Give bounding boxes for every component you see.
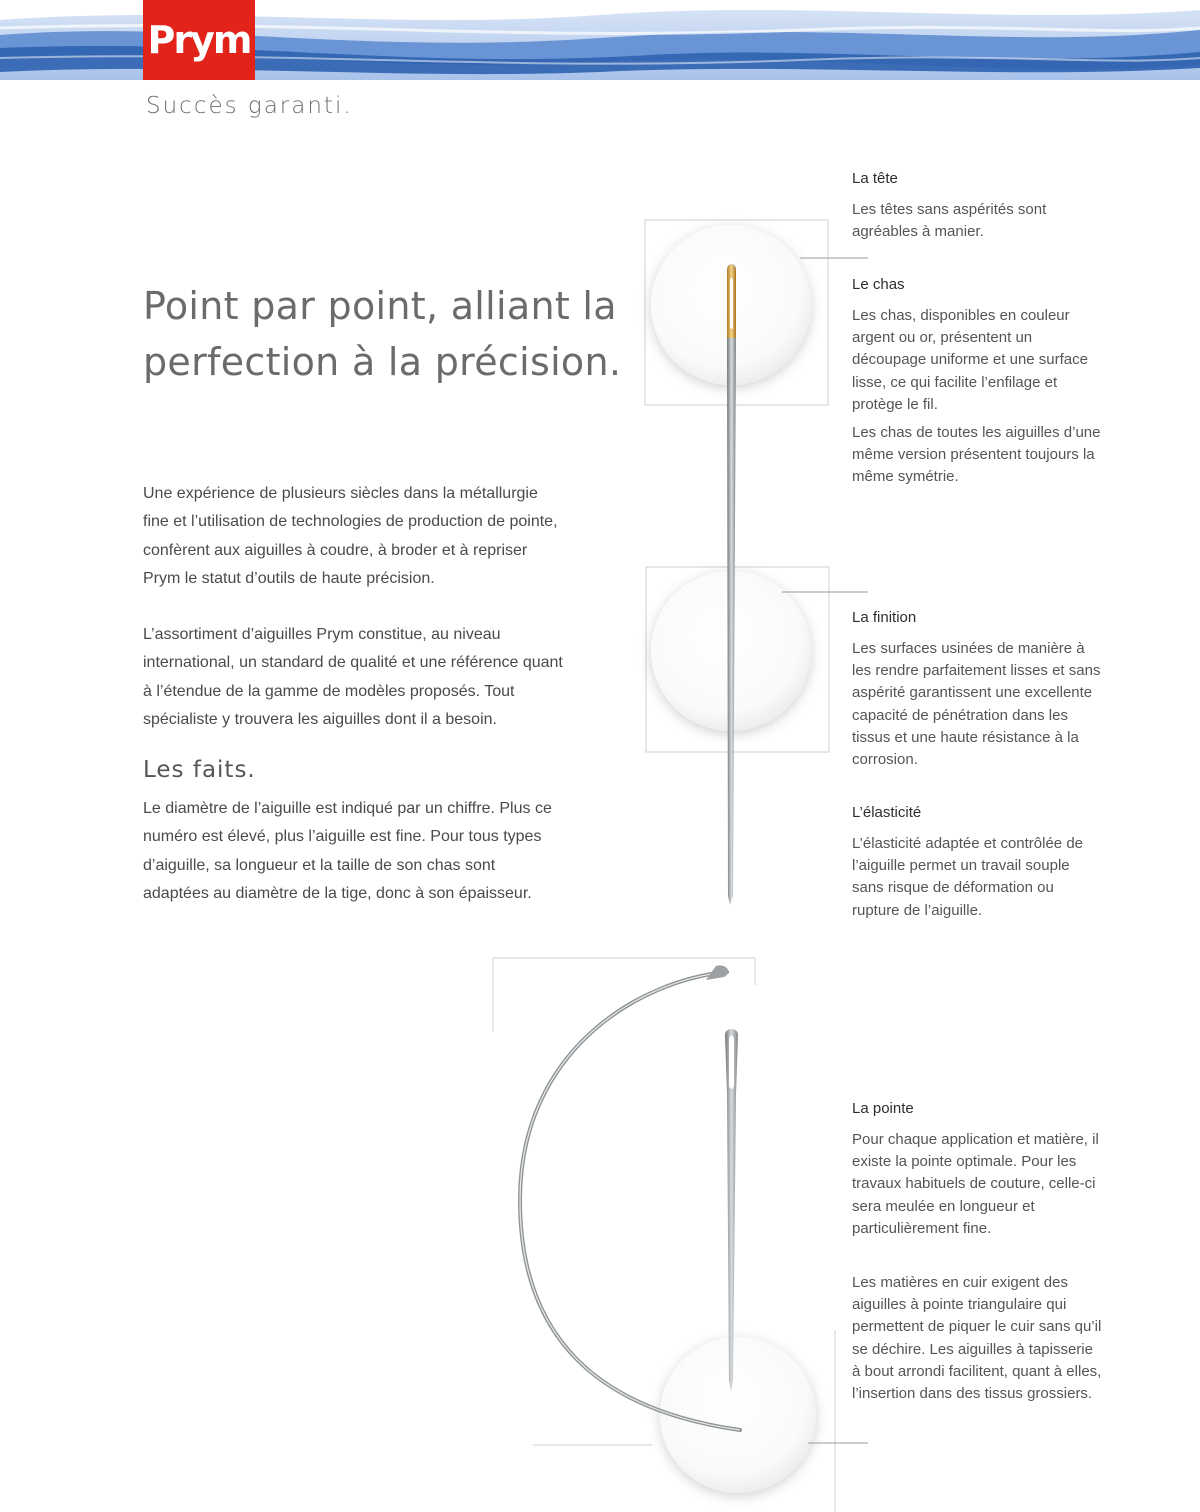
feature-finition-title: La finition <box>852 609 917 626</box>
feature-chas-text-1: Les chas, disponibles en couleur argent ou or, présentent un découpage uniforme et une surface lisse, ce qui facilite l’enfilage et protège le fil. <box>852 307 1088 413</box>
feature-pointe-title: La pointe <box>852 1100 914 1117</box>
feature-tete-title: La tête <box>852 170 898 187</box>
facts-paragraph: Le diamètre de l’aiguille est indiqué par un chiffre. Plus ce numéro est élevé, plus l’aiguille est fine. Pour tous types d’aiguille, sa longueur et la taille de son chas sont adaptées au diamètre de la tige, donc à son épaisseur. <box>143 800 552 902</box>
feature-pointe <box>852 1100 1102 1405</box>
feature-finition <box>852 609 1102 771</box>
feature-tete <box>852 170 1102 243</box>
feature-finition-text: Les surfaces usinées de manière à les rendre parfaitement lisses et sans aspérité garantissent une excellente capacité de pénétration dans les tissus et une haute résistance à la corrosion. <box>852 640 1101 769</box>
feature-chas-title: Le chas <box>852 276 905 293</box>
page-headline: Point par point, alliant la perfection à la précision. <box>143 284 622 384</box>
intro-paragraph-1: Une expérience de plusieurs siècles dans la métallurgie fine et l’utilisation de technologies de production de pointe, confèrent aux aiguilles à coudre, à broder et à repriser Prym le statut d’outils de haute précision. <box>143 485 558 587</box>
feature-elasticite <box>852 804 1102 922</box>
feature-elasticite-title: L’élasticité <box>852 804 922 821</box>
facts-heading: Les faits. <box>143 757 256 783</box>
feature-tete-text: Les têtes sans aspérités sont agréables à manier. <box>852 201 1047 241</box>
feature-pointe-text-1: Pour chaque application et matière, il existe la pointe optimale. Pour les travaux habituels de couture, celle-ci sera meulée en longueur et particulièrement fine. <box>852 1131 1099 1237</box>
magnifier-circle-point <box>660 1337 816 1493</box>
prym-logo: Prym <box>143 0 255 80</box>
tagline: Succès garanti. <box>146 93 353 119</box>
feature-chas <box>852 276 1102 489</box>
feature-chas-text-2: Les chas de toutes les aiguilles d’une même version présentent toujours la même symétrie. <box>852 424 1101 486</box>
intro-paragraph-2: L’assortiment d’aiguilles Prym constitue, au niveau international, un standard de qualité et une référence quant à l’étendue de la gamme de modèles proposés. Tout spécialiste y trouvera les aiguilles dont il a besoin. <box>143 626 563 728</box>
feature-elasticite-text: L’élasticité adaptée et contrôlée de l’aiguille permet un travail souple sans risque de déformation ou rupture de l’aiguille. <box>852 835 1083 919</box>
straight-needle <box>727 264 736 905</box>
feature-pointe-text-2: Les matières en cuir exigent des aiguilles à pointe triangulaire qui permettent de piquer le cuir sans qu’il se déchire. Les aiguilles à tapisserie à bout arrondi facilitent, quant à elles, l’insertion dans des tissus grossiers. <box>852 1274 1102 1403</box>
